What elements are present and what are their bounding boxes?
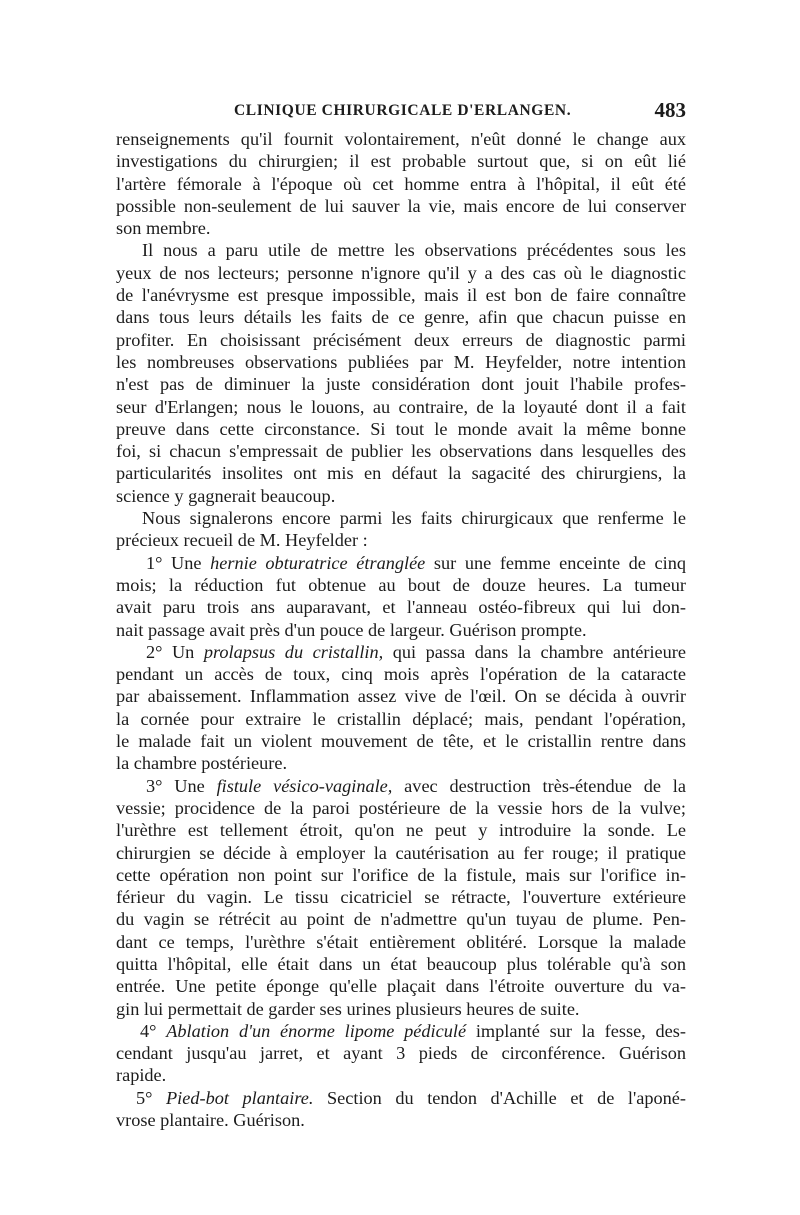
text-line: particularités insolites ont mis en défaut la sagacité des chirurgiens, la: [116, 463, 686, 484]
list-item-2-start: 2° Un prolapsus du cristallin, qui passa dans la chambre antérieure: [146, 641, 686, 662]
text-line: mois; la réduction fut obtenue au bout de douze heures. La tumeur: [116, 574, 686, 595]
text-line: investigations du chirurgien; il est probable surtout que, si on eût lié: [116, 151, 686, 172]
text-line: entrée. Une petite éponge qu'elle plaçait dans l'étroite ouverture du va-: [116, 976, 686, 997]
text-line: cendant jusqu'au jarret, et ayant 3 pieds de circonférence. Guérison: [116, 1043, 686, 1064]
text-line: dant ce temps, l'urèthre s'était entièrement oblitéré. Lorsque la malade: [116, 931, 686, 952]
text-line: science y gagnerait beaucoup.: [116, 485, 336, 506]
text-line: seur d'Erlangen; nous le louons, au contraire, de la loyauté dont il a fait: [116, 396, 686, 417]
text-line: pendant un accès de toux, cinq mois après l'opération de la cataracte: [116, 664, 686, 685]
text-line: possible non-seulement de lui sauver la vie, mais encore de lui conserver: [116, 195, 686, 216]
text-line: nait passage avait près d'un pouce de largeur. Guérison prompte.: [116, 619, 587, 640]
text-line: gin lui permettait de garder ses urines plusieurs heures de suite.: [116, 998, 580, 1019]
text-line: yeux de nos lecteurs; personne n'ignore qu'il y a des cas où le diagnostic: [116, 262, 686, 283]
text-line: preuve dans cette circonstance. Si tout le monde avait la même bonne: [116, 418, 686, 439]
text-line: la cornée pour extraire le cristallin déplacé; mais, pendant l'opération,: [116, 708, 686, 729]
text-line: foi, si chacun s'empressait de publier les observations dans lesquelles des: [116, 441, 686, 462]
paragraph-start: Il nous a paru utile de mettre les observations précédentes sous les: [142, 240, 686, 261]
text-line: du vagin se rétrécit au point de n'admettre qu'un tuyau de plume. Pen-: [116, 909, 686, 930]
body-text: [116, 128, 686, 1131]
text-line: précieux recueil de M. Heyfelder :: [116, 530, 368, 551]
text-line: renseignements qu'il fournit volontairement, n'eût donné le change aux: [116, 129, 686, 149]
text-line: quitta l'hôpital, elle était dans un état beaucoup plus tolérable qu'à son: [116, 953, 686, 974]
text-line: la chambre postérieure.: [116, 753, 288, 774]
text-line: dans tous leurs détails les faits de ce genre, afin que chacun puisse en: [116, 307, 686, 328]
text-line: vrose plantaire. Guérison.: [116, 1110, 305, 1131]
list-item-3-start: 3° Une fistule vésico-vaginale, avec destruction très-étendue de la: [146, 775, 686, 796]
text-line: chirurgien se décide à employer la cautérisation au fer rouge; il pratique: [116, 842, 686, 863]
text-line: par abaissement. Inflammation assez vive de l'œil. On se décida à ouvrir: [116, 686, 686, 707]
text-line: férieur du vagin. Le tissu cicatriciel se rétracte, l'ouverture extérieure: [116, 887, 686, 908]
text-line: cette opération non point sur l'orifice de la fistule, mais sur l'orifice in-: [116, 864, 686, 885]
text-line: le malade fait un violent mouvement de tête, et le cristallin rentre dans: [116, 731, 686, 752]
text-line: avait paru trois ans auparavant, et l'anneau ostéo-fibreux qui lui don-: [116, 597, 686, 618]
list-item-1-start: 1° Une hernie obturatrice étranglée sur une femme enceinte de cinq: [146, 552, 686, 573]
text-line: rapide.: [116, 1065, 167, 1086]
text-line: l'artère fémorale à l'époque où cet homme entra à l'hôpital, il eût été: [116, 173, 686, 194]
text-line: de l'anévrysme est presque impossible, mais il est bon de faire connaître: [116, 285, 686, 306]
text-line: l'urèthre est tellement étroit, qu'on ne peut y introduire la sonde. Le: [116, 820, 686, 841]
page-number: 483: [654, 98, 686, 122]
text-line: vessie; procidence de la paroi postérieure de la vessie hors de la vulve;: [116, 797, 686, 818]
list-item-4-start: 4° Ablation d'un énorme lipome pédiculé implanté sur la fesse, des-: [140, 1020, 686, 1041]
text-line: profiter. En choisissant précisément deux erreurs de diagnostic parmi: [116, 329, 686, 350]
text-line: son membre.: [116, 218, 211, 239]
text-line: les nombreuses observations publiées par M. Heyfelder, notre intention: [116, 351, 686, 372]
running-head: [116, 98, 686, 126]
list-item-5-start: 5° Pied-bot plantaire. Section du tendon d'Achille et de l'aponé-: [136, 1087, 686, 1108]
running-title: CLINIQUE CHIRURGICALE D'ERLANGEN.: [234, 102, 572, 119]
text-line: n'est pas de diminuer la juste considération dont jouit l'habile profes-: [116, 374, 686, 395]
paragraph-start: Nous signalerons encore parmi les faits chirurgicaux que renferme le: [142, 508, 686, 529]
